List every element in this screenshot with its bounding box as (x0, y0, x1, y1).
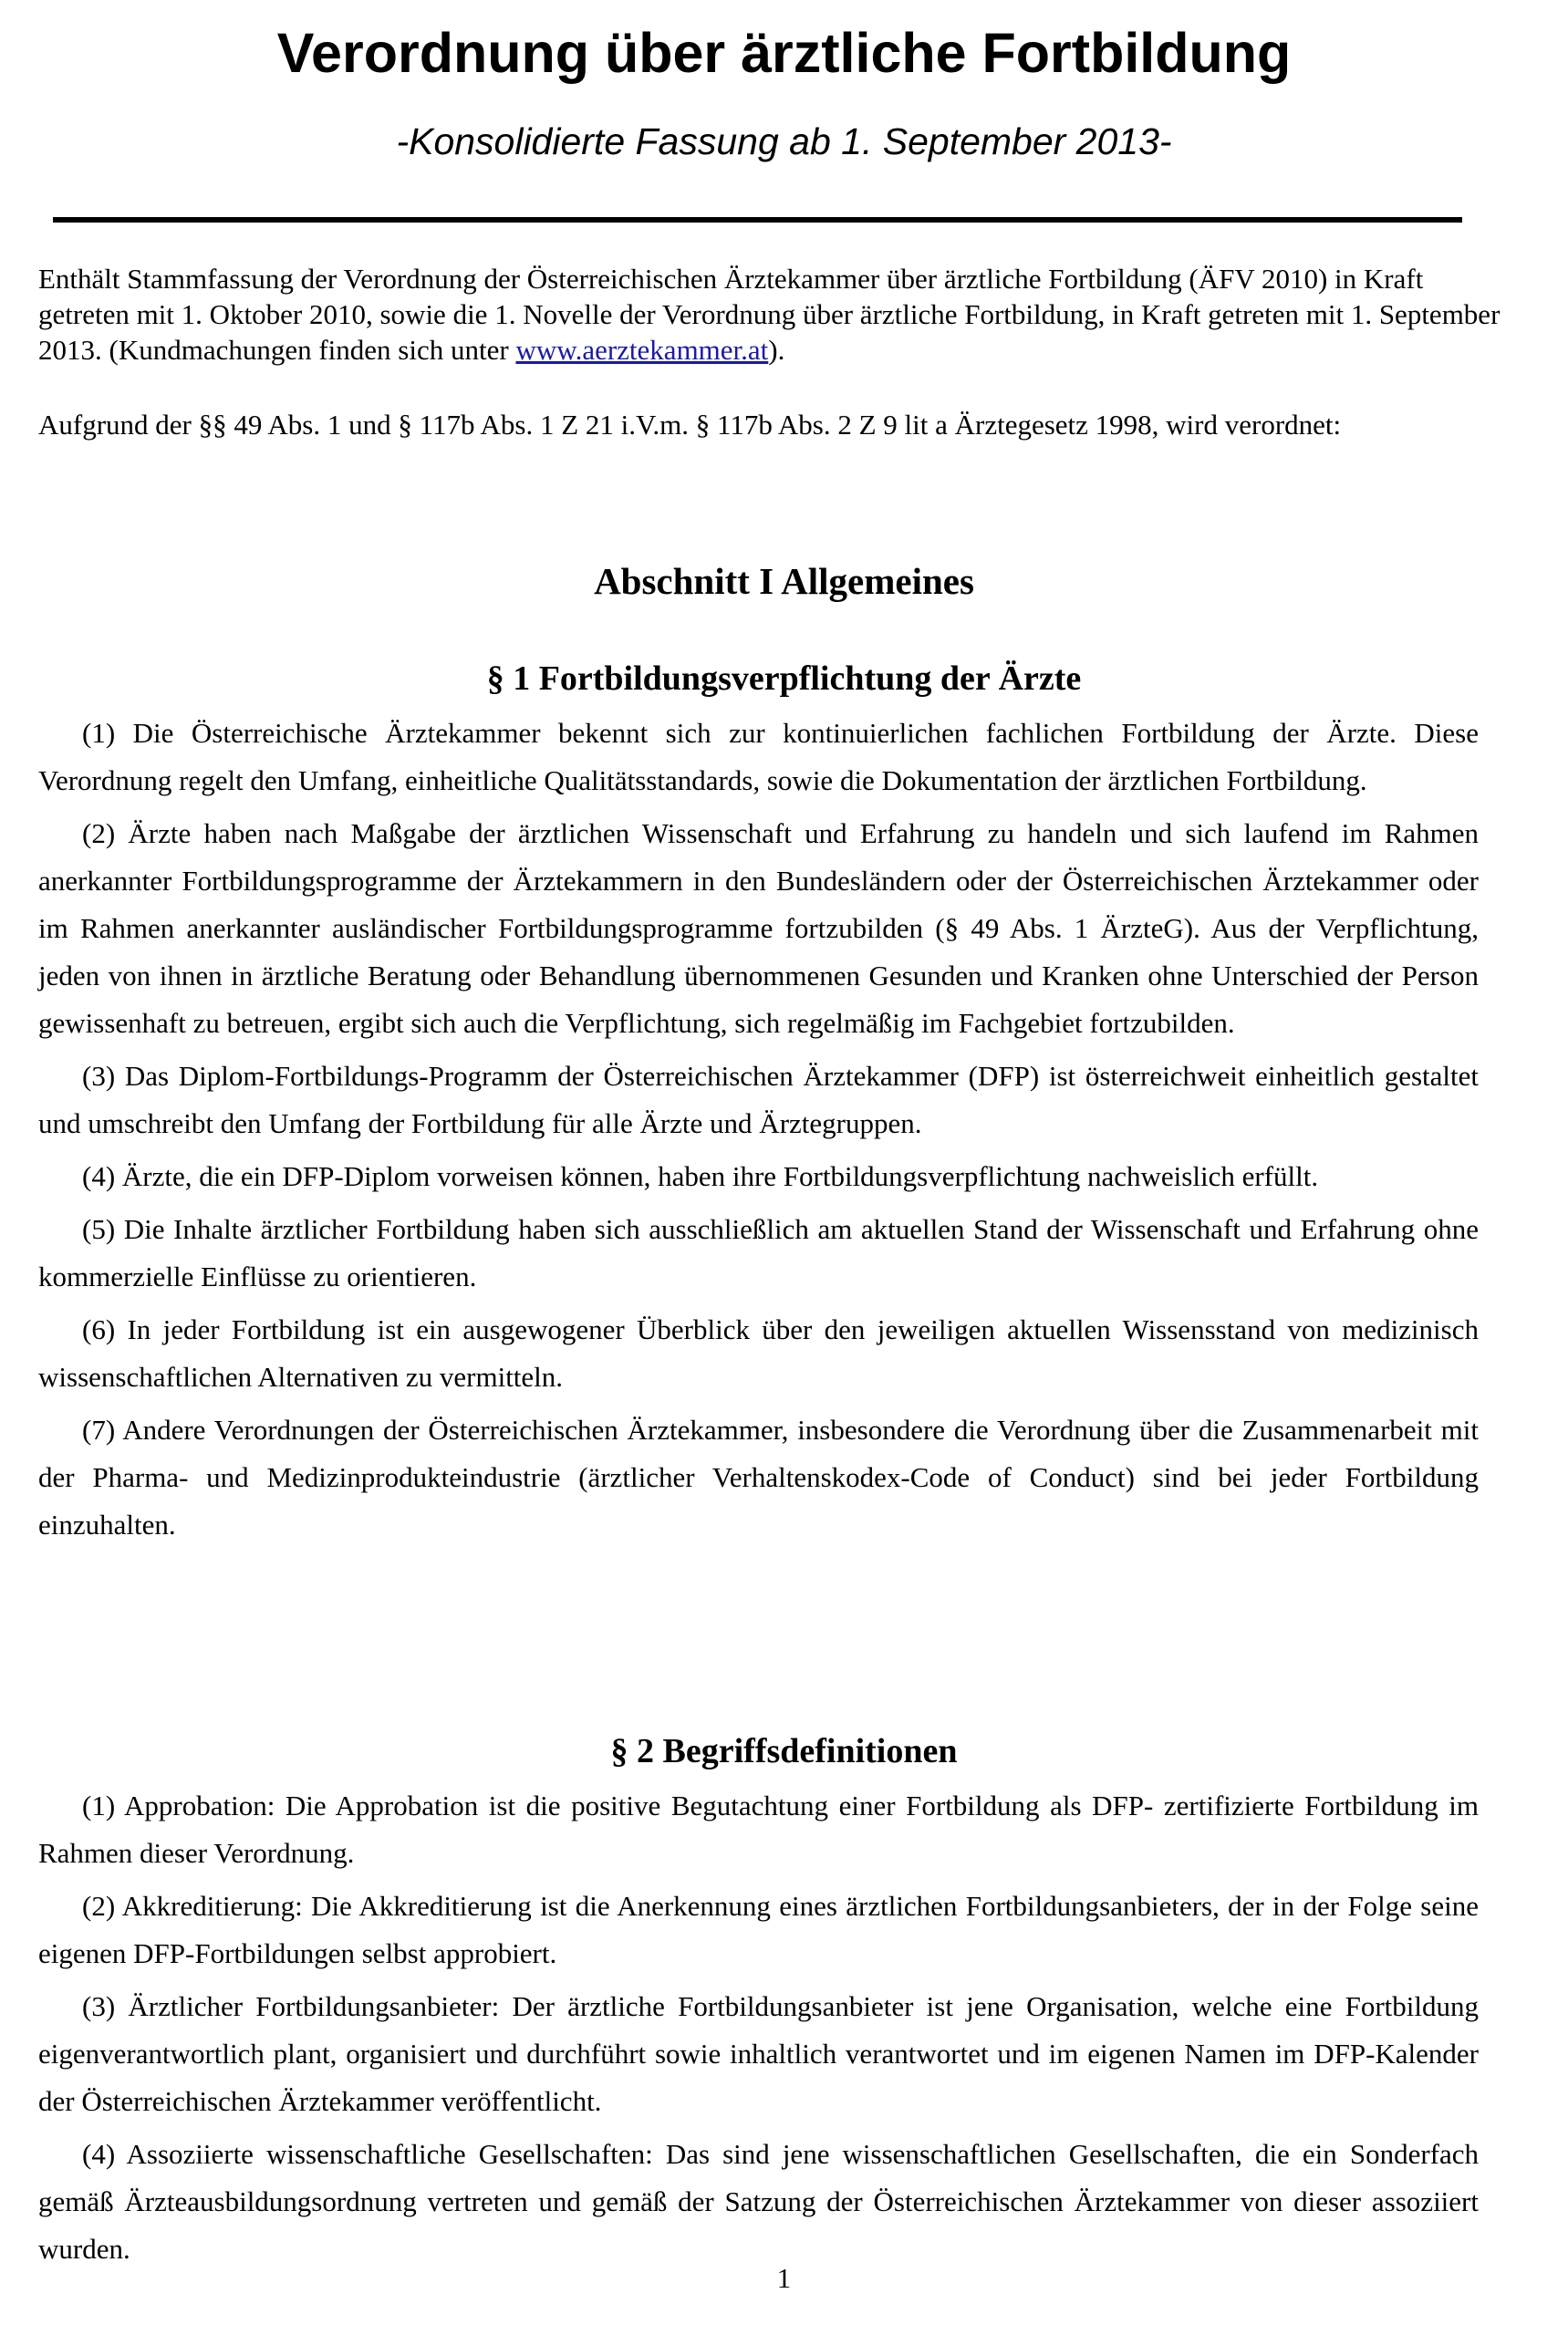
aerztekammer-link[interactable]: www.aerztekammer.at (515, 334, 769, 366)
document-title: Verordnung über ärztliche Fortbildung (276, 22, 1292, 84)
clause: (6) In jeder Fortbildung ist ein ausgewogener Überblick über den jeweiligen aktuellen Wissensstand von medizinisch wissenschaftlichen Alternativen zu vermitteln. (38, 1313, 1479, 1393)
paragraph-1-body (38, 710, 1479, 1554)
paragraph-2-body (38, 1782, 1479, 2278)
clause: (1) Die Österreichische Ärztekammer bekennt sich zur kontinuierlichen fachlichen Fortbildung der Ärzte. Diese Verordnung regelt den Umfang, einheitliche Qualitätsstandards, sowie die Dokumentation der ärztlichen Fortbildung. (38, 717, 1479, 796)
intro-text: Enthält Stammfassung der Verordnung der Österreichischen Ärztekammer über ärztliche Fortbildung (ÄFV 2010) in Kraft getreten mit 1. Oktober 2010, sowie die 1. Novelle der Verordnung über ärztliche Fortbildung, in Kraft getreten mit 1. September 2013. (Kundmachungen finden sich unter (38, 263, 1501, 366)
clause: (2) Ärzte haben nach Maßgabe der ärztlichen Wissenschaft und Erfahrung zu handeln und sich laufend im Rahmen anerkannter Fortbildungsprogramme der Ärztekammern in den Bundesländern oder der Österreichischen Ärztekammer oder im Rahmen anerkannter ausländischer Fortbildungsprogramme fortzubilden (§ 49 Abs. 1 ÄrzteG). Aus der Verpflichtung, jeden von ihnen in ärztliche Beratung oder Behandlung übernommenen Gesunden und Kranken ohne Unterschied der Person gewissenhaft zu betreuen, ergibt sich auch die Verpflichtung, sich regelmäßig im Fachgebiet fortzubilden. (38, 817, 1479, 1039)
clause: (2) Akkreditierung: Die Akkreditierung ist die Anerkennung eines ärztlichen Fortbildungsanbieters, der in der Folge seine eigenen DFP-Fortbildungen selbst approbiert. (38, 1890, 1479, 1969)
title-divider (53, 217, 1462, 223)
paragraph-heading-2: § 2 Begriffsdefinitionen (610, 1732, 958, 1770)
legal-basis-paragraph: Aufgrund der §§ 49 Abs. 1 und § 117b Abs. 1 Z 21 i.V.m. § 117b Abs. 2 Z 9 lit a Ärztegesetz 1998, wird verordnet: (38, 409, 1342, 441)
document-subtitle: -Konsolidierte Fassung ab 1. September 2013- (396, 120, 1172, 162)
intro-paragraph (38, 261, 1516, 368)
page-number: 1 (776, 2262, 792, 2294)
clause: (3) Das Diplom-Fortbildungs-Programm der Österreichischen Ärztekammer (DFP) ist österreichweit einheitlich gestaltet und umschreibt den Umfang der Fortbildung für alle Ärzte und Ärztegruppen. (38, 1060, 1479, 1139)
clause: (4) Ärzte, die ein DFP-Diplom vorweisen können, haben ihre Fortbildungsverpflichtung nachweislich erfüllt. (82, 1160, 1319, 1192)
clause: (1) Approbation: Die Approbation ist die positive Begutachtung einer Fortbildung als DFP- zertifizierte Fortbildung im Rahmen dieser Verordnung. (38, 1790, 1479, 1869)
paragraph-heading-1: § 1 Fortbildungsverpflichtung der Ärzte (486, 659, 1082, 698)
clause: (5) Die Inhalte ärztlicher Fortbildung haben sich ausschließlich am aktuellen Stand der Wissenschaft und Erfahrung ohne kommerzielle Einflüsse zu orientieren. (38, 1213, 1479, 1292)
clause: (4) Assoziierte wissenschaftliche Gesellschaften: Das sind jene wissenschaftlichen Gesellschaften, die ein Sonderfach gemäß Ärzteausbildungsordnung vertreten und gemäß der Satzung der Österreichischen Ärztekammer von dieser assoziiert wurden. (38, 2138, 1479, 2265)
intro-text-end: ). (768, 334, 785, 366)
section-heading: Abschnitt I Allgemeines (594, 560, 974, 602)
clause: (7) Andere Verordnungen der Österreichischen Ärztekammer, insbesondere die Verordnung über die Zusammenarbeit mit der Pharma- und Medizinprodukteindustrie (ärztlicher Verhaltenskodex-Code of Conduct) sind bei jeder Fortbildung einzuhalten. (38, 1414, 1479, 1541)
clause: (3) Ärztlicher Fortbildungsanbieter: Der ärztliche Fortbildungsanbieter ist jene Organisation, welche eine Fortbildung eigenverantwortlich plant, organisiert und durchführt sowie inhaltlich verantwortet und im eigenen Namen im DFP-Kalender der Österreichischen Ärztekammer veröffentlicht. (38, 1990, 1479, 2117)
